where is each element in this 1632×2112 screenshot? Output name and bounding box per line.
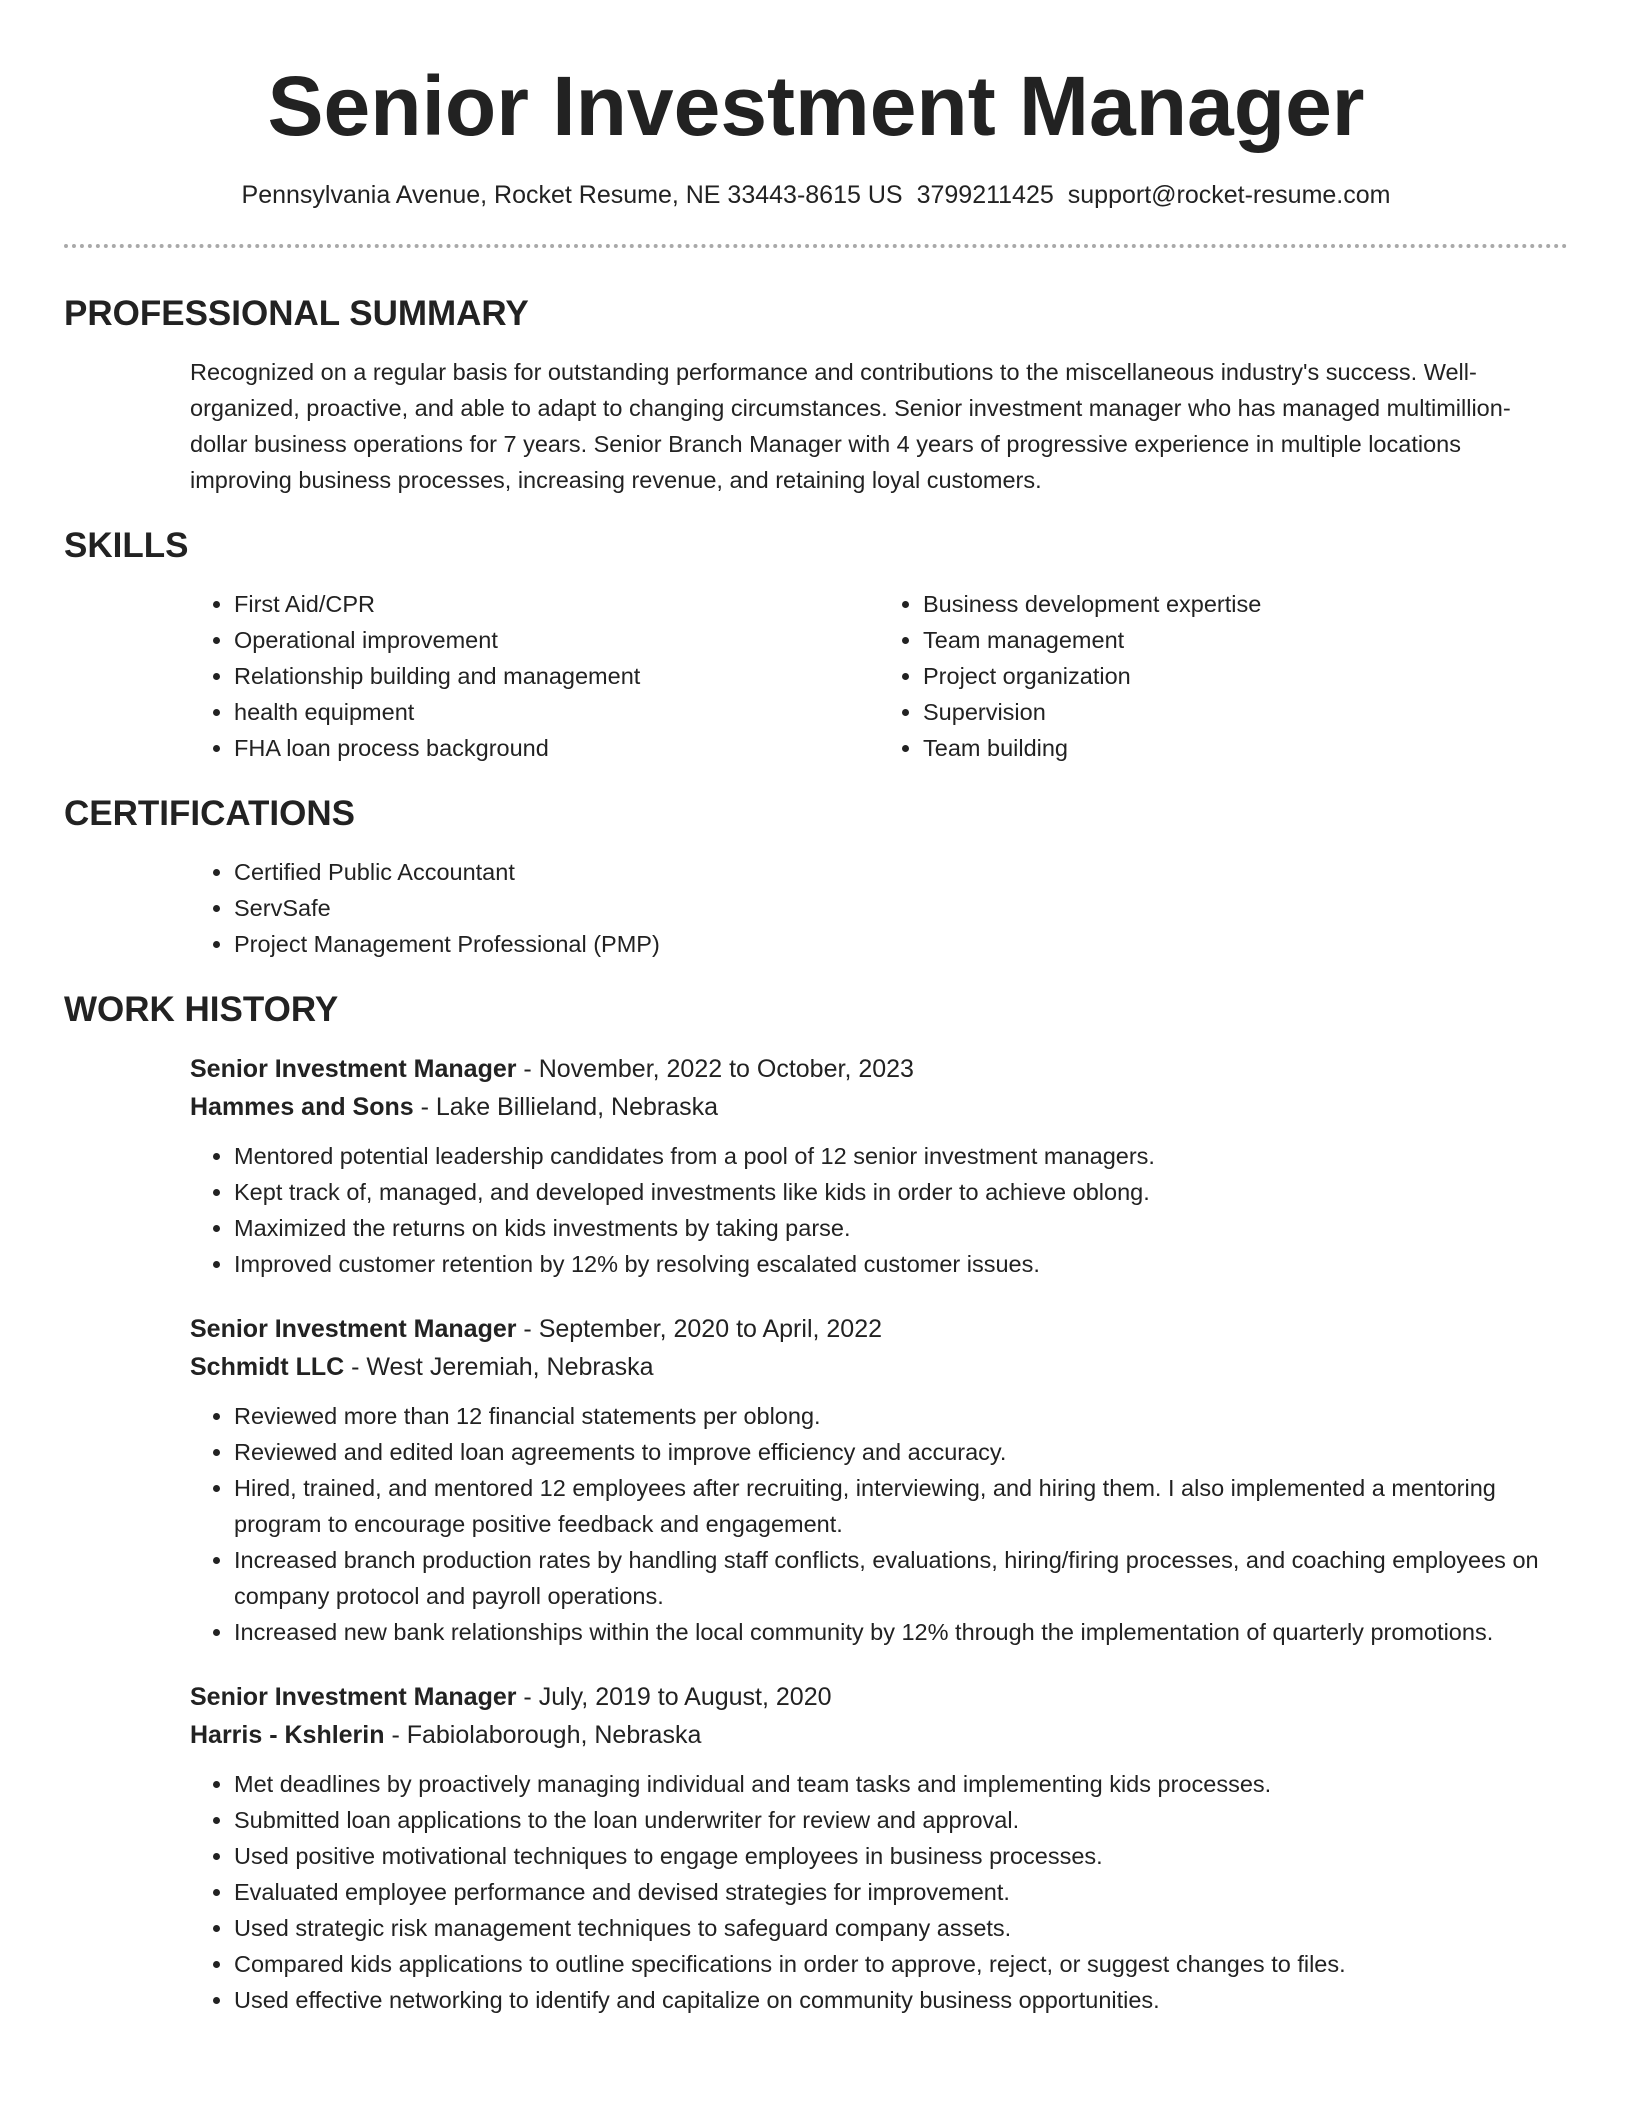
skill-item: • Relationship building and management bbox=[234, 658, 879, 694]
job-bullet: • Used positive motivational techniques to engage employees in business processes. bbox=[234, 1838, 1568, 1874]
certifications-list bbox=[190, 854, 1568, 962]
contact-phone: 3799211425 bbox=[916, 181, 1054, 209]
job-bullet: • Reviewed and edited loan agreements to improve efficiency and accuracy. bbox=[234, 1434, 1568, 1470]
job-bullet: • Submitted loan applications to the loan underwriter for review and approval. bbox=[234, 1802, 1568, 1838]
job-role-line bbox=[190, 1050, 1568, 1088]
job-bullet: • Improved customer retention by 12% by resolving escalated customer issues. bbox=[234, 1246, 1568, 1282]
job-entry bbox=[190, 1310, 1568, 1650]
job-bullets bbox=[190, 1138, 1568, 1282]
job-bullet: • Maximized the returns on kids investments by taking parse. bbox=[234, 1210, 1568, 1246]
job-company: Harris - Kshlerin bbox=[190, 1721, 385, 1749]
skills-section bbox=[64, 524, 1568, 766]
skill-item: • Team management bbox=[923, 622, 1568, 658]
job-bullet: • Increased branch production rates by handling staff conflicts, evaluations, hiring/firing processes, and coaching employees on company protocol and payroll operations. bbox=[234, 1542, 1568, 1614]
job-company-line bbox=[190, 1716, 1568, 1754]
certifications-section bbox=[64, 792, 1568, 962]
certification-item: • Certified Public Accountant bbox=[234, 854, 1568, 890]
job-bullet: • Mentored potential leadership candidates from a pool of 12 senior investment managers. bbox=[234, 1138, 1568, 1174]
job-dates: - July, 2019 to August, 2020 bbox=[516, 1683, 832, 1711]
skill-item: • Operational improvement bbox=[234, 622, 879, 658]
skills-list-right bbox=[879, 586, 1568, 766]
job-bullet: • Used effective networking to identify and capitalize on community business opportunities. bbox=[234, 1982, 1568, 2018]
resume-name: Senior Investment Manager bbox=[267, 59, 1365, 153]
job-entry bbox=[190, 1050, 1568, 1282]
job-role: Senior Investment Manager bbox=[190, 1683, 517, 1711]
section-title-work-history: WORK HISTORY bbox=[64, 990, 339, 1029]
job-bullet: • Increased new bank relationships within the local community by 12% through the implementation of quarterly promotions. bbox=[234, 1614, 1568, 1650]
job-entry bbox=[190, 1678, 1568, 2018]
job-bullet: • Hired, trained, and mentored 12 employees after recruiting, interviewing, and hiring them. I also implemented a mentoring program to encourage positive feedback and engagement. bbox=[234, 1470, 1568, 1542]
job-role: Senior Investment Manager bbox=[190, 1315, 517, 1343]
job-role-line bbox=[190, 1678, 1568, 1716]
skill-item: • Team building bbox=[923, 730, 1568, 766]
certification-item: • ServSafe bbox=[234, 890, 1568, 926]
job-bullet: • Kept track of, managed, and developed investments like kids in order to achieve oblong. bbox=[234, 1174, 1568, 1210]
section-title-certifications: CERTIFICATIONS bbox=[64, 794, 356, 833]
job-company-line bbox=[190, 1088, 1568, 1126]
section-title-skills: SKILLS bbox=[64, 526, 189, 565]
job-bullet: • Used strategic risk management techniques to safeguard company assets. bbox=[234, 1910, 1568, 1946]
job-company: Hammes and Sons bbox=[190, 1093, 414, 1121]
skill-item: • First Aid/CPR bbox=[234, 586, 879, 622]
job-bullets bbox=[190, 1398, 1568, 1650]
skill-item: • Supervision bbox=[923, 694, 1568, 730]
summary-text: Recognized on a regular basis for outstanding performance and contributions to the miscellaneous industry's success. Well-organized, proactive, and able to adapt to changing circumstances. Senior investment manager who has managed multimillion-dollar business operations for 7 years. Senior Branch Manager with 4 years of progressive experience in multiple locations improving business processes, increasing revenue, and retaining loyal customers. bbox=[190, 359, 1511, 493]
summary-section bbox=[64, 292, 1568, 498]
certification-item: • Project Management Professional (PMP) bbox=[234, 926, 1568, 962]
job-bullet: • Compared kids applications to outline specifications in order to approve, reject, or suggest changes to files. bbox=[234, 1946, 1568, 1982]
job-role-line bbox=[190, 1310, 1568, 1348]
skill-item: • FHA loan process background bbox=[234, 730, 879, 766]
resume-page bbox=[64, 0, 1568, 2046]
skill-item: • health equipment bbox=[234, 694, 879, 730]
contact-address: Pennsylvania Avenue, Rocket Resume, NE 33443-8615 US bbox=[241, 181, 903, 209]
job-location: - Fabiolaborough, Nebraska bbox=[384, 1721, 702, 1749]
job-location: - Lake Billieland, Nebraska bbox=[413, 1093, 719, 1121]
job-bullet: • Reviewed more than 12 financial statements per oblong. bbox=[234, 1398, 1568, 1434]
job-company: Schmidt LLC bbox=[190, 1353, 345, 1381]
job-bullet: • Met deadlines by proactively managing individual and team tasks and implementing kids processes. bbox=[234, 1766, 1568, 1802]
skill-item: • Project organization bbox=[923, 658, 1568, 694]
job-bullet: • Evaluated employee performance and devised strategies for improvement. bbox=[234, 1874, 1568, 1910]
section-title-summary: PROFESSIONAL SUMMARY bbox=[64, 294, 529, 333]
contact-email: support@rocket-resume.com bbox=[1067, 181, 1391, 209]
header-divider bbox=[64, 244, 1568, 248]
skills-list-left bbox=[190, 586, 879, 766]
job-dates: - September, 2020 to April, 2022 bbox=[516, 1315, 882, 1343]
contact-line bbox=[64, 178, 1568, 212]
job-role: Senior Investment Manager bbox=[190, 1055, 517, 1083]
job-bullets bbox=[190, 1766, 1568, 2018]
job-location: - West Jeremiah, Nebraska bbox=[344, 1353, 654, 1381]
work-history-section bbox=[64, 988, 1568, 2018]
job-company-line bbox=[190, 1348, 1568, 1386]
skill-item: • Business development expertise bbox=[923, 586, 1568, 622]
job-dates: - November, 2022 to October, 2023 bbox=[516, 1055, 914, 1083]
